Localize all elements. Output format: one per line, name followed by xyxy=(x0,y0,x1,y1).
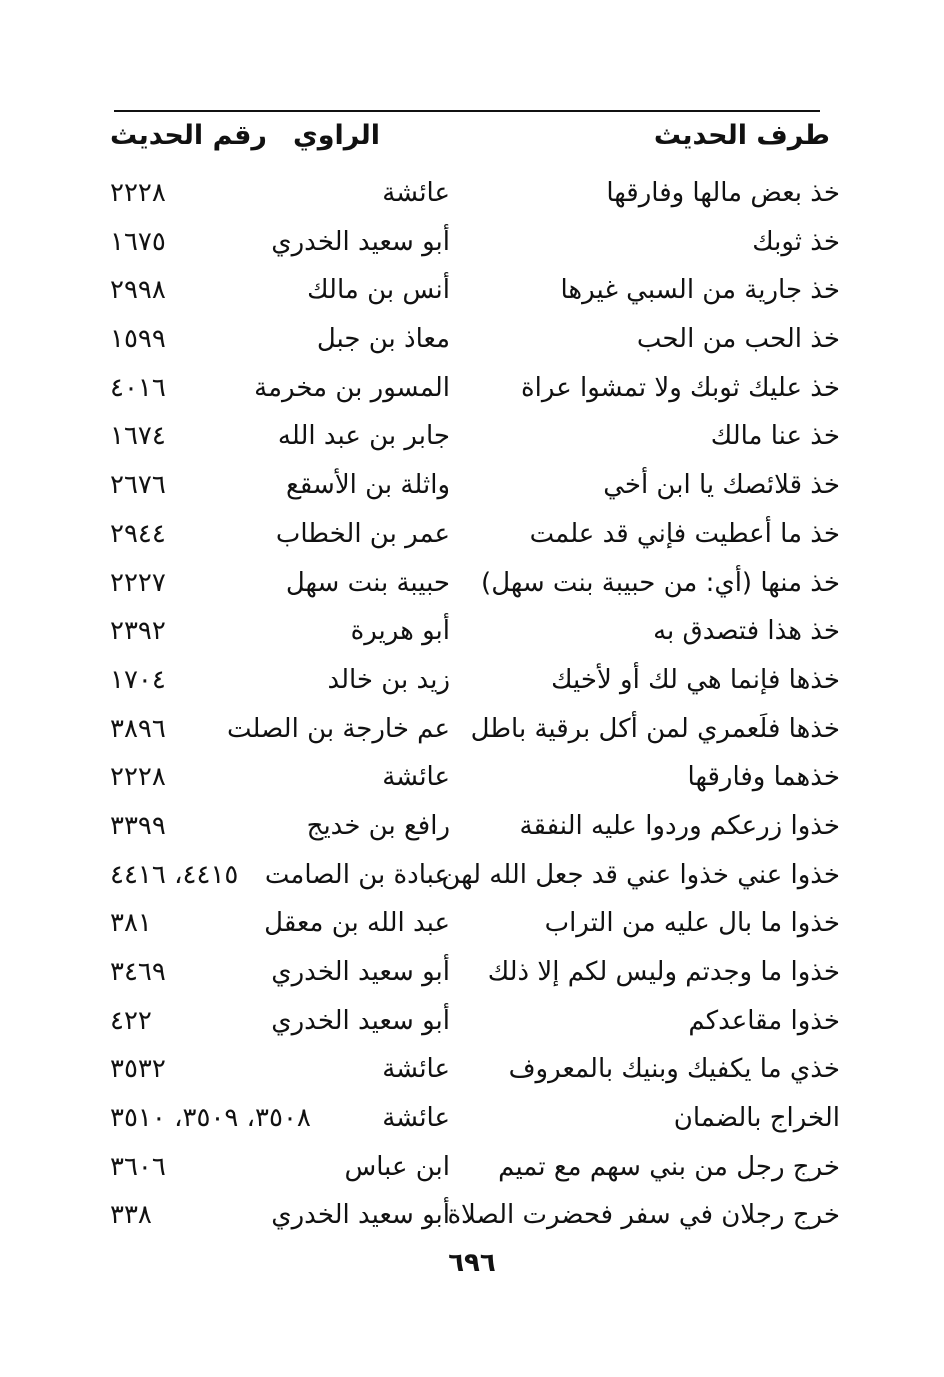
narrator-name: عمر بن الخطاب xyxy=(275,518,450,549)
table-row xyxy=(100,560,840,609)
hadith-text: خذ منها (أي: من حبيبة بنت سهل) xyxy=(481,567,840,598)
narrator-name: أبو سعيد الخدري xyxy=(271,1200,450,1231)
hadith-text: خذوا ما وجدتم وليس لكم إلا ذلك xyxy=(487,957,840,987)
hadith-text: خذي ما يكفيك وبنيك بالمعروف xyxy=(508,1054,840,1085)
hadith-text: خذوا ما بال عليه من التراب xyxy=(544,908,840,939)
table-row xyxy=(100,267,840,316)
hadith-text: خذ قلائصك يا ابن أخي xyxy=(603,470,840,501)
table-row xyxy=(100,462,840,511)
hadith-text: خذوا زرعكم وردوا عليه النفقة xyxy=(519,810,840,841)
hadith-number: ٣٨٩٦ xyxy=(110,713,166,744)
hadith-text: خرج رجلان في سفر فحضرت الصلاة xyxy=(447,1200,840,1231)
table-row xyxy=(100,1095,840,1144)
narrator-name: زيد بن خالد xyxy=(327,664,450,695)
hadith-number: ٢٢٢٧ xyxy=(110,567,166,598)
hadith-number: ٢٣٩٢ xyxy=(110,616,166,647)
hadith-number: ٣٣٩٩ xyxy=(110,810,166,841)
table-row xyxy=(100,706,840,755)
narrator-name: عبد الله بن معقل xyxy=(264,908,450,939)
narrator-name: حبيبة بنت سهل xyxy=(285,567,450,598)
narrator-name: رافع بن خديج xyxy=(306,810,450,841)
narrator-name: عائشة xyxy=(382,762,450,793)
hadith-text: خذ ما أعطيت فإني قد علمت xyxy=(529,518,840,549)
table-row xyxy=(100,900,840,949)
index-rows xyxy=(100,170,840,1241)
hadith-text: خذ ثوبك xyxy=(752,226,840,257)
hadith-text: خذ بعض مالها وفارقها xyxy=(606,178,840,208)
hadith-text: خذها فلَعمري لمن أكل برقية باطل xyxy=(470,713,840,744)
narrator-name: واثلة بن الأسقع xyxy=(286,470,450,501)
narrator-name: عائشة xyxy=(382,178,450,208)
hadith-number: ٢٢٢٨ xyxy=(110,178,166,208)
hadith-number: ٢٢٢٨ xyxy=(110,762,166,793)
narrator-name: معاذ بن جبل xyxy=(316,324,450,355)
header-number-label: رقم الحديث xyxy=(110,120,267,151)
table-row xyxy=(100,511,840,560)
hadith-number: ١٧٠٤ xyxy=(110,664,166,695)
hadith-number: ٢٩٤٤ xyxy=(110,518,166,549)
table-header xyxy=(100,112,830,166)
narrator-name: أبو سعيد الخدري xyxy=(271,1005,450,1036)
hadith-text: خذهما وفارقها xyxy=(687,762,840,793)
hadith-text: خذ عليك ثوبك ولا تمشوا عراة xyxy=(521,372,840,403)
hadith-text: خذوا مقاعدكم xyxy=(688,1005,840,1036)
table-row xyxy=(100,170,840,219)
hadith-number: ١٦٧٤ xyxy=(110,421,166,452)
hadith-number: ٢٦٧٦ xyxy=(110,470,166,501)
narrator-name: عبادة بن الصامت xyxy=(264,859,450,890)
narrator-name: عم خارجة بن الصلت xyxy=(226,713,450,744)
hadith-text: خذوا عني خذوا عني قد جعل الله لهن xyxy=(441,859,840,890)
table-row xyxy=(100,852,840,901)
narrator-name: عائشة xyxy=(382,1103,450,1134)
narrator-name: المسور بن مخرمة xyxy=(254,372,450,403)
hadith-number: ١٦٧٥ xyxy=(110,226,166,257)
hadith-text: خذ الحب من الحب xyxy=(636,324,840,355)
hadith-number: ٣٥٠٨، ٣٥٠٩، ٣٥١٠ xyxy=(110,1103,311,1134)
narrator-name: أبو سعيد الخدري xyxy=(271,226,450,257)
narrator-name: أبو سعيد الخدري xyxy=(271,957,450,987)
header-hadith-label: طرف الحديث xyxy=(653,120,830,151)
hadith-number: ٤٠١٦ xyxy=(110,372,166,403)
hadith-text: خذ جارية من السبي غيرها xyxy=(560,275,840,306)
table-row xyxy=(100,803,840,852)
table-row xyxy=(100,1144,840,1193)
table-row xyxy=(100,1192,840,1241)
hadith-number: ٣٥٣٢ xyxy=(110,1054,166,1085)
hadith-number: ٣٨١ xyxy=(110,908,152,939)
hadith-text: الخراج بالضمان xyxy=(673,1103,840,1134)
table-row xyxy=(100,949,840,998)
hadith-text: خرج رجل من بني سهم مع تميم xyxy=(498,1151,840,1182)
hadith-text: خذ عنا مالك xyxy=(710,421,840,452)
table-row xyxy=(100,754,840,803)
table-row xyxy=(100,998,840,1047)
hadith-number: ٢٩٩٨ xyxy=(110,275,166,306)
hadith-text: خذها فإنما هي لك أو لأخيك xyxy=(551,664,840,695)
table-row xyxy=(100,608,840,657)
hadith-number: ٤٢٢ xyxy=(110,1005,152,1036)
narrator-name: أنس بن مالك xyxy=(307,275,450,306)
narrator-name: عائشة xyxy=(382,1054,450,1085)
hadith-number: ١٥٩٩ xyxy=(110,324,166,355)
hadith-number: ٣٣٨ xyxy=(110,1200,152,1231)
table-row xyxy=(100,316,840,365)
hadith-number: ٣٤٦٩ xyxy=(110,957,166,987)
page-number: ٦٩٦ xyxy=(448,1248,496,1278)
hadith-text: خذ هذا فتصدق به xyxy=(653,616,840,647)
table-row xyxy=(100,413,840,462)
narrator-name: ابن عباس xyxy=(344,1151,450,1182)
table-row xyxy=(100,1046,840,1095)
header-narrator-label: الراوي xyxy=(293,120,380,151)
table-row xyxy=(100,365,840,414)
hadith-number: ٤٤١٥، ٤٤١٦ xyxy=(110,859,239,890)
narrator-name: جابر بن عبد الله xyxy=(277,421,450,452)
table-row xyxy=(100,219,840,268)
hadith-number: ٣٦٠٦ xyxy=(110,1151,166,1182)
narrator-name: أبو هريرة xyxy=(350,616,450,647)
table-row xyxy=(100,657,840,706)
